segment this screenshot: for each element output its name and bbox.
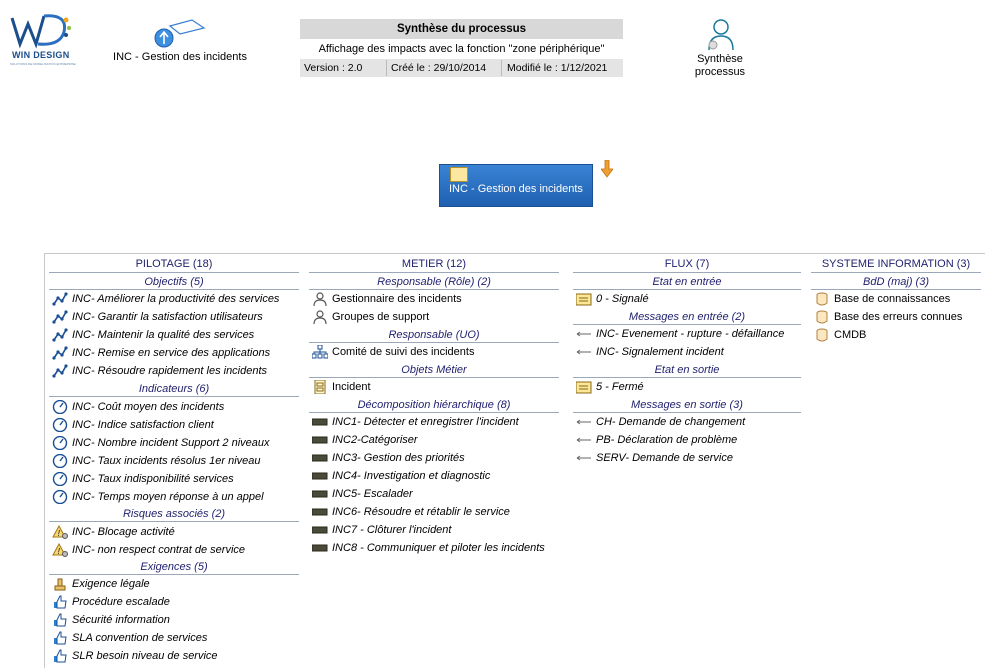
column-underline [49,272,299,273]
info-separator [501,60,502,76]
column-underline [309,272,559,273]
thumb-icon [52,613,68,627]
pilotage-header: PILOTAGE (18) [135,258,213,270]
list-item-label: CH- Demande de changement [596,416,746,428]
info-modified: Modifié le : 1/12/2021 [507,62,608,74]
list-item-label: INC- Nombre incident Support 2 niveaux [72,437,270,449]
list-item-label: INC- non respect contrat de service [72,544,246,556]
objective-icon [52,328,68,342]
list-item-label: Comité de suivi des incidents [332,346,475,358]
list-item-label: INC- Améliorer la productivité des services [72,293,280,305]
list-item-label: 5 - Fermé [596,381,644,393]
list-item-label: Base de connaissances [834,293,951,305]
msg-sortie-header: Messages en sortie (3) [573,398,801,413]
db-icon [814,292,830,306]
list-item-label: Exigence légale [72,578,150,590]
list-item-label: Groupes de support [332,311,430,323]
gauge-icon [52,490,68,504]
process-icon [312,505,328,519]
main-process-block[interactable] [439,164,593,207]
synthese-label-1: Synthèse [697,53,743,65]
list-item-label: CMDB [834,329,867,341]
info-title: Synthèse du processus [300,19,623,39]
windesign-logo-mark [8,8,72,52]
object-icon [312,380,328,394]
process-icon [312,415,328,429]
message-icon [576,327,592,341]
logo-tagline: SOLUTIONS DE MODELISATION ENTREPRISE [10,62,76,66]
role-icon [312,292,328,306]
impact-panel [44,253,985,668]
state-icon [576,380,592,394]
synthese-label-2: processus [694,66,746,78]
list-item-label: INC5- Escalader [332,488,413,500]
etat-sortie-header: Etat en sortie [573,363,801,378]
message-icon [576,433,592,447]
svg-text:!: ! [57,547,60,556]
list-item-label: Gestionnaire des incidents [332,293,462,305]
list-item-label: Procédure escalade [72,596,170,608]
info-version: Version : 2.0 [304,62,363,74]
gauge-icon [52,454,68,468]
list-item-label: INC- Remise en service des applications [72,347,271,359]
list-item-label: INC- Taux incidents résolus 1er niveau [72,455,261,467]
info-subtitle: Affichage des impacts avec la fonction "zone périphérique" [300,39,623,59]
list-item-label: Incident [332,381,371,393]
process-icon [312,433,328,447]
column-underline [573,272,801,273]
risk-icon [52,543,68,557]
info-created: Créé le : 29/10/2014 [391,62,487,74]
list-item-label: PB- Déclaration de problème [596,434,738,446]
flag-icon [450,167,468,182]
indicateurs-header: Indicateurs (6) [49,382,299,397]
process-link-label: INC - Gestion des incidents [113,51,247,63]
list-item-label: Sécurité information [72,614,170,626]
exigences-header: Exigences (5) [49,560,299,575]
list-item-label: INC- Blocage activité [72,526,175,538]
flux-header: FLUX (7) [664,258,710,270]
msg-entree-header: Messages en entrée (2) [573,310,801,325]
info-separator [386,60,387,76]
main-process-label: INC - Gestion des incidents [449,183,583,195]
list-item-label: INC- Coût moyen des incidents [72,401,225,413]
db-icon [814,310,830,324]
gauge-icon [52,418,68,432]
logo-text: WIN DESIGN [12,50,70,60]
list-item-label: INC- Maintenir la qualité des services [72,329,255,341]
list-item-label: INC- Evenement - rupture - défaillance [596,328,785,340]
process-info-box [300,19,623,77]
list-item-label: INC- Temps moyen réponse à un appel [72,491,264,503]
req_stamp-icon [52,577,68,591]
list-item-label: INC7 - Clôturer l'incident [332,524,452,536]
svg-text:!: ! [57,529,60,538]
objective-icon [52,310,68,324]
resp-uo-header: Responsable (UO) [309,328,559,343]
objets-header: Objets Métier [309,363,559,378]
role-icon [312,310,328,324]
list-item-label: INC- Signalement incident [596,346,724,358]
list-item-label: INC- Taux indisponibilité services [72,473,234,485]
db-icon [814,328,830,342]
process-upload-icon [152,18,208,50]
arrow-down-icon[interactable] [601,160,613,178]
thumb-icon [52,649,68,663]
list-item-label: SLR besoin niveau de service [72,650,218,662]
list-item-label: INC6- Résoudre et rétablir le service [332,506,510,518]
list-item-label: INC4- Investigation et diagnostic [332,470,491,482]
message-icon [576,415,592,429]
synthese-processus-link[interactable] [680,18,760,82]
list-item-label: SERV- Demande de service [596,452,733,464]
gauge-icon [52,400,68,414]
list-item-label: INC3- Gestion des priorités [332,452,465,464]
risk-icon [52,525,68,539]
metier-header: METIER (12) [401,258,467,270]
process-icon [312,487,328,501]
list-item-label: INC- Garantir la satisfaction utilisateurs [72,311,263,323]
column-underline [811,272,981,273]
decomp-header: Décomposition hiérarchique (8) [309,398,559,413]
objective-icon [52,346,68,360]
state-icon [576,292,592,306]
list-item-label: INC8 - Communiquer et piloter les incidents [332,542,545,554]
objective-icon [52,292,68,306]
list-item-label: INC1- Détecter et enregistrer l'incident [332,416,519,428]
list-item-label: INC- Indice satisfaction client [72,419,214,431]
org-icon [312,345,328,359]
bdd-header: BdD (maj) (3) [811,275,981,290]
process-icon [312,451,328,465]
risques-header: Risques associés (2) [49,507,299,522]
process-icon [312,523,328,537]
list-item-label: INC- Résoudre rapidement les incidents [72,365,268,377]
si-header: SYSTEME INFORMATION (3) [821,258,971,270]
process-link[interactable] [110,18,250,68]
list-item-label: Base des erreurs connues [834,311,963,323]
info-meta-row [300,59,623,77]
windesign-logo [8,8,76,66]
etat-entree-header: Etat en entrée [573,275,801,290]
process-icon [312,469,328,483]
process-icon [312,541,328,555]
gauge-icon [52,436,68,450]
list-item-label: INC2-Catégoriser [332,434,418,446]
thumb-icon [52,595,68,609]
objectifs-header: Objectifs (5) [49,275,299,290]
list-item-label: SLA convention de services [72,632,208,644]
synthese-user-icon [706,18,736,52]
message-icon [576,345,592,359]
thumb-icon [52,631,68,645]
message-icon [576,451,592,465]
objective-icon [52,364,68,378]
gauge-icon [52,472,68,486]
list-item-label: 0 - Signalé [596,293,649,305]
resp-role-header: Responsable (Rôle) (2) [309,275,559,290]
